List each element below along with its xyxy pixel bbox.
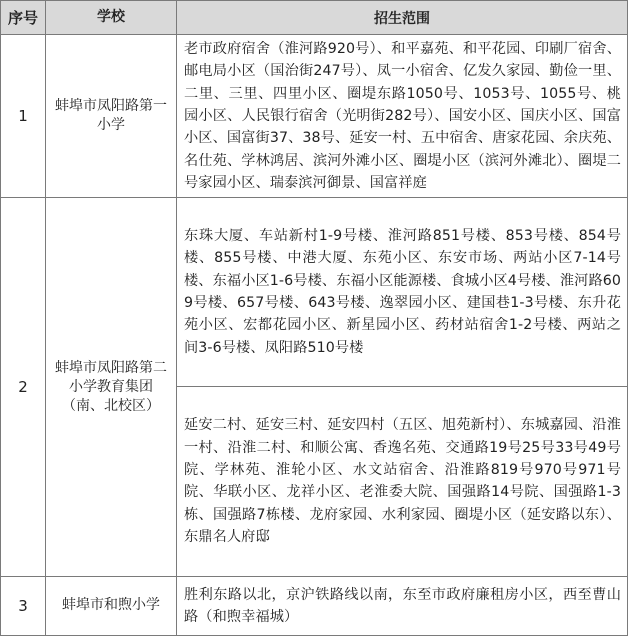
row-no: 1 [1,35,46,198]
row-range: 老市政府宿舍（淮河路920号）、和平嘉苑、和平花园、印刷厂宿舍、邮电局小区（国治街247号）、凤一小宿舍、亿发久家园、勤俭一里、二里、三里、四里小区、圈堤东路1050号、1053号、1055号、桃园小区、人民银行宿舍（光明街282号）、国安小区、国庆小区、国富小区、国富街37、38号、延安一村、五中宿舍、唐家花园、余庆苑、名仕苑、学林鸿居、滨河外滩小区、圈堤小区（滨河外滩北）、圈堤二号家园小区、瑞泰滨河御景、国富祥庭 [177,35,628,198]
row-school: 蚌埠市凤阳路第二小学教育集团（南、北校区） [46,198,177,577]
header-school: 学校 [46,1,177,35]
table-row [1,576,628,635]
header-no: 序号 [1,1,46,35]
row-school: 蚌埠市和煦小学 [46,576,177,635]
table-header-row [1,1,628,35]
row-range: 胜利东路以北，京沪铁路线以南，东至市政府廉租房小区，西至曹山路（和煦幸福城） [177,576,628,635]
table-row [1,35,628,198]
row-range-south: 延安二村、延安三村、延安四村（五区、旭苑新村）、东城嘉园、沿淮一村、沿淮二村、和顺公寓、香逸名苑、交通路19号25号33号49号院、学林苑、淮轮小区、水文站宿舍、沿淮路819号970号971号院、华联小区、龙祥小区、老淮委大院、国强路14号院、国强路1-3栋、国强路7栋楼、龙府家园、水利家园、圈堤小区（延安路以东）、东鼎名人府邸 [177,386,628,576]
header-range: 招生范围 [177,1,628,35]
row-no: 3 [1,576,46,635]
row-no: 2 [1,198,46,577]
row-range-north: 东珠大厦、车站新村1-9号楼、淮河路851号楼、853号楼、854号楼、855号楼、中港大厦、东苑小区、东安市场、两站小区7-14号楼、东福小区1-6号楼、东福小区能源楼、食城小区4号楼、淮河路609号楼、657号楼、643号楼、逸翠园小区、建国巷1-3号楼、东升花苑小区、宏都花园小区、新星园小区、药材站宿舍1-2号楼、两站之间3-6号楼、凤阳路510号楼 [177,198,628,386]
table-row [1,198,628,386]
row-school: 蚌埠市凤阳路第一小学 [46,35,177,198]
